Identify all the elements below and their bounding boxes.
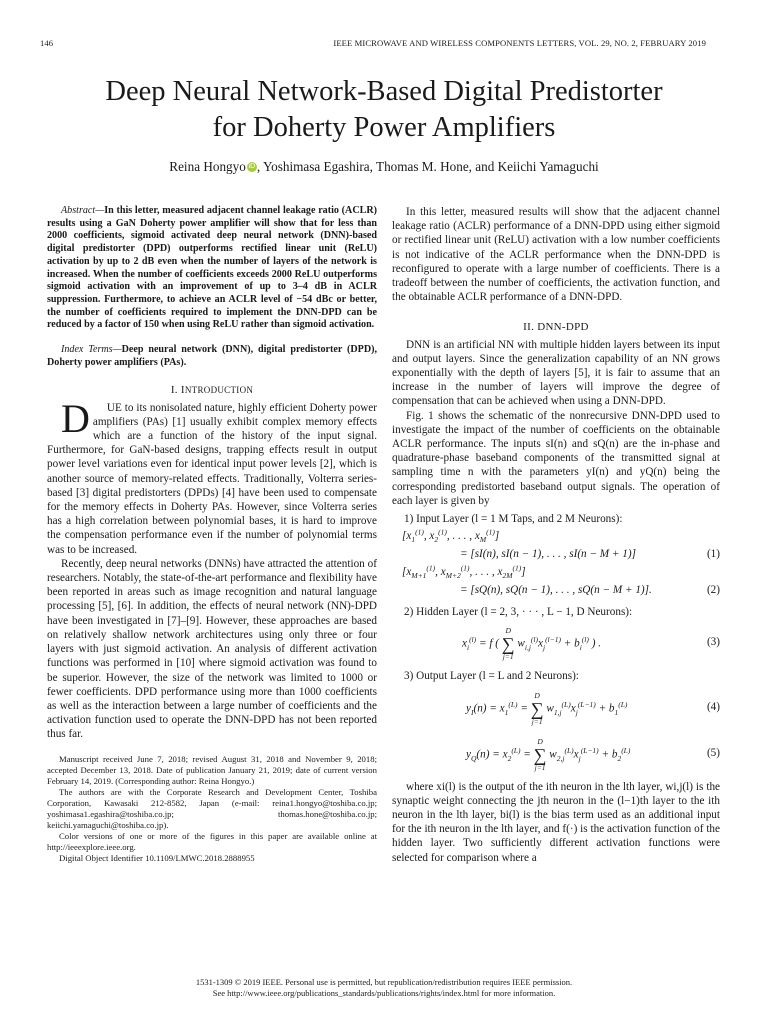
- section-heading-dnn-dpd: II. DNN-DPD: [523, 321, 589, 334]
- dnn-paragraph-1: DNN is an artificial NN with multiple hidden layers between its input and output layers. Since the generalization capability of an NN grows exponentially with the depth of layers [5], it is fair to assume that an increase in the number of layers will improve the degree of compensation that can be achieved when using a DNN-DPD.: [392, 338, 720, 408]
- copyright-line-1: 1531-1309 © 2019 IEEE. Personal use is permitted, but republication/redistribution requires IEEE permission.: [195, 977, 573, 987]
- left-column: [47, 205, 377, 864]
- first-author: Reina Hongyo: [169, 159, 246, 174]
- right-column: [392, 205, 720, 865]
- intro-paragraph-2: Recently, deep neural networks (DNNs) have attracted the attention of researchers. Notably, the state-of-the-art performance and flexibility have been reported in areas such as image recognition and natural language processing [5], [6]. In addition, the effects of neural network (NN)-DPD have been investigated in [7]–[9]. However, these approaches are based on relatively shallow network architectures using only three or four layers with just sigmoid activation. An analysis of different activation functions was performed in [10] where sigmoid activation was found to be superior. However, the size of the network was limited to 1000 or fewer coefficients. DPD performance using more than 1000 coefficients as well as the interaction between a large number of coefficients and the activation function used to operate the DNN-DPD has not been reported thus far.: [47, 557, 377, 741]
- equation-2: [392, 583, 720, 601]
- section-title-initial: I: [180, 384, 185, 397]
- intro-paragraph-3: In this letter, measured results will show that the adjacent channel leakage ratio (ACLR) performance of a DNN-DPD using either sigmoid or rectified linear unit (ReLU) activation with a low number coefficients is not indicative of the ACLR performance when the DNN-DPD is reconfigured to operate with a large number of coefficients. There is a tradeoff between the number of coefficients, the activation function, and the obtainable ACLR performance of a DNN-DPD.: [392, 206, 720, 304]
- equation-1-lhs: [$x_1^{(1)}$, $x_2^{(1)}$, . . . , $x_M^{(1)}$]: [402, 527, 500, 545]
- equation-2-number: (2): [706, 584, 720, 597]
- section-title-rest: NTRODUCTION: [184, 385, 254, 396]
- running-head: [40, 38, 706, 52]
- input-layer-item: 1) Input Layer (l = 1 M Taps, and 2 M Neurons):: [404, 513, 623, 526]
- equation-2-lhs: [$x_{M+1}^{(1)}$, $x_{M+2}^{(1)}$, . . . , $x_{2M}^{(1)}$]: [402, 563, 526, 581]
- paper-title: [40, 74, 728, 146]
- footnote-manuscript: Manuscript received June 7, 2018; revised August 31, 2018 and November 9, 2018; accepted December 13, 2018. Date of publication January 21, 2019; date of current version February 14, 2019. (Corresponding author: Reina Hongyo.): [47, 753, 377, 786]
- journal-header: IEEE MICROWAVE AND WIRELESS COMPONENTS LETTERS, VOL. 29, NO. 2, FEBRUARY 2019: [333, 38, 706, 48]
- title-line-2: for Doherty Power Amplifiers: [212, 112, 556, 143]
- dnn-paragraph-3: where xi(l) is the output of the ith neuron in the lth layer, wi,j(l) is the synaptic weight connecting the jth neuron in the (l−1)th layer to the ith neuron in the lth layer, bi(l) is the bias term used as an additional input for the ith neuron in the lth layer, and f(·) is the activation function of the hidden layer. Two sufficiently different activation functions were selected for comparison where a: [392, 780, 720, 864]
- section-heading-introduction: [47, 383, 377, 397]
- index-terms: [47, 344, 377, 369]
- author-list: [40, 159, 728, 175]
- equation-5: [392, 734, 720, 776]
- equation-1-number: (1): [706, 548, 720, 561]
- drop-cap: D: [61, 395, 90, 441]
- other-authors: , Yoshimasa Egashira, Thomas M. Hone, and Keiichi Yamaguchi: [256, 159, 599, 174]
- title-line-1: Deep Neural Network-Based Digital Predistorter: [105, 76, 663, 107]
- equation-5-number: (5): [706, 746, 720, 759]
- dnn-paragraph-2: Fig. 1 shows the schematic of the nonrecursive DNN-DPD used to investigate the impact of the number of coefficients on the obtainable ACLR performance. The inputs sI(n) and sQ(n) are the in-phase and quadrature-phase baseband components of the transmitted signal at sampling time n with the parameters yI(n) and yQ(n) being the corresponding predistorted baseband output signals. The operation of each layer is given by: [392, 409, 720, 507]
- equation-4: [392, 688, 720, 730]
- equation-3-number: (3): [706, 636, 720, 649]
- page-number: 146: [40, 38, 54, 48]
- footnote: [47, 754, 377, 864]
- intro-paragraph-1: [47, 395, 377, 557]
- equation-2-rhs: = [sQ(n), sQ(n − 1), . . . , sQ(n − M + 1)].: [460, 584, 652, 597]
- footnote-color: Color versions of one or more of the figures in this paper are available online at http://ieeexplore.ieee.org.: [47, 830, 377, 852]
- output-layer-item: 3) Output Layer (l = L and 2 Neurons):: [404, 670, 579, 683]
- equation-1: [392, 547, 720, 565]
- copyright-line-2: See http://www.ieee.org/publications_standards/publications/rights/index.html for more information.: [212, 988, 556, 998]
- orcid-icon[interactable]: iD: [248, 163, 256, 170]
- intro-paragraph-1-text: UE to its nonisolated nature, highly efficient Doherty power amplifiers (PAs) [1] usually exhibit complex memory effects which are a function of the history of the input signal. Furthermore, for GaN-based designs, trapping effects result in output power level variations even for identical input power levels [2], which is another source of memory-related effects. Traditionally, Volterra series-based [3] digital predistorters (DPDs) [4] have been used to compensate for the memory effects in Doherty PAs. However, since Volterra series has a high correlation between polynomial bases, it is hard to improve the compensation performance even if the number of polynomial terms was to be increased.: [47, 401, 377, 556]
- hidden-layer-item: 2) Hidden Layer (l = 2, 3, · · · , L − 1, D Neurons):: [404, 606, 633, 619]
- footnote-authors: The authors are with the Corporate Research and Development Center, Toshiba Corporation, Kawasaki 212-8582, Japan (e-mail: reina1.hongyo@toshiba.co.jp; yoshimasa1.egashira@toshiba.co.jp; thomas.hone@toshiba.co.jp; keiichi.yamaguchi@toshiba.co.jp).: [47, 786, 377, 830]
- abstract-label: Abstract—: [61, 205, 105, 216]
- equation-4-number: (4): [706, 700, 720, 713]
- abstract-text: In this letter, measured adjacent channel leakage ratio (ACLR) results using a GaN Doherty power amplifier will show that for less than 2000 coefficients, sigmoid activated deep neural network (DNN)-based digital predistorter (DPD) outperforms rectified linear unit (ReLU) activation by up to 2 dB even when the number of layers of the network is increased. When the number of coefficients exceeds 2000 ReLU outperforms sigmoid activation with an improvement of up to 3–4 dB in ACLR suppression. Furthermore, to achieve an ACLR level of −54 dBc or better, the number of coefficients required to implement the DNN-DPD can be reduced by a factor of 150 when using ReLU rather than sigmoid activation.: [47, 205, 377, 331]
- footnote-doi: Digital Object Identifier 10.1109/LMWC.2018.2888955: [59, 852, 255, 863]
- index-terms-text: Deep neural network (DNN), digital predistorter (DPD), Doherty power amplifiers (PAs).: [47, 344, 378, 368]
- section-numeral: I.: [170, 384, 178, 397]
- equation-3-body: $x_i^{(l)} = f$ ( D ∑ j=1 $w_{i,j}^{(l)}x_j^{(l-1)} + b_i^{(l)}$ ) .: [462, 626, 602, 662]
- equation-3: [392, 623, 720, 665]
- equation-5-body: $y_Q(n) = x_2^{(L)}$ = D ∑ j=1 $w_{2,j}^{(L)}x_j^{(L-1)} + b_2^{(L)}$: [466, 736, 631, 772]
- equation-1-rhs: = [sI(n), sI(n − 1), . . . , sI(n − M + 1)]: [460, 548, 636, 561]
- abstract: [47, 205, 377, 332]
- equation-4-body: $y_I(n) = x_1^{(L)}$ = D ∑ j=1 $w_{1,j}^{(L)}x_j^{(L-1)} + b_1^{(L)}$: [466, 690, 628, 726]
- index-terms-label: Index Terms—: [61, 344, 122, 356]
- copyright-notice: [40, 977, 728, 999]
